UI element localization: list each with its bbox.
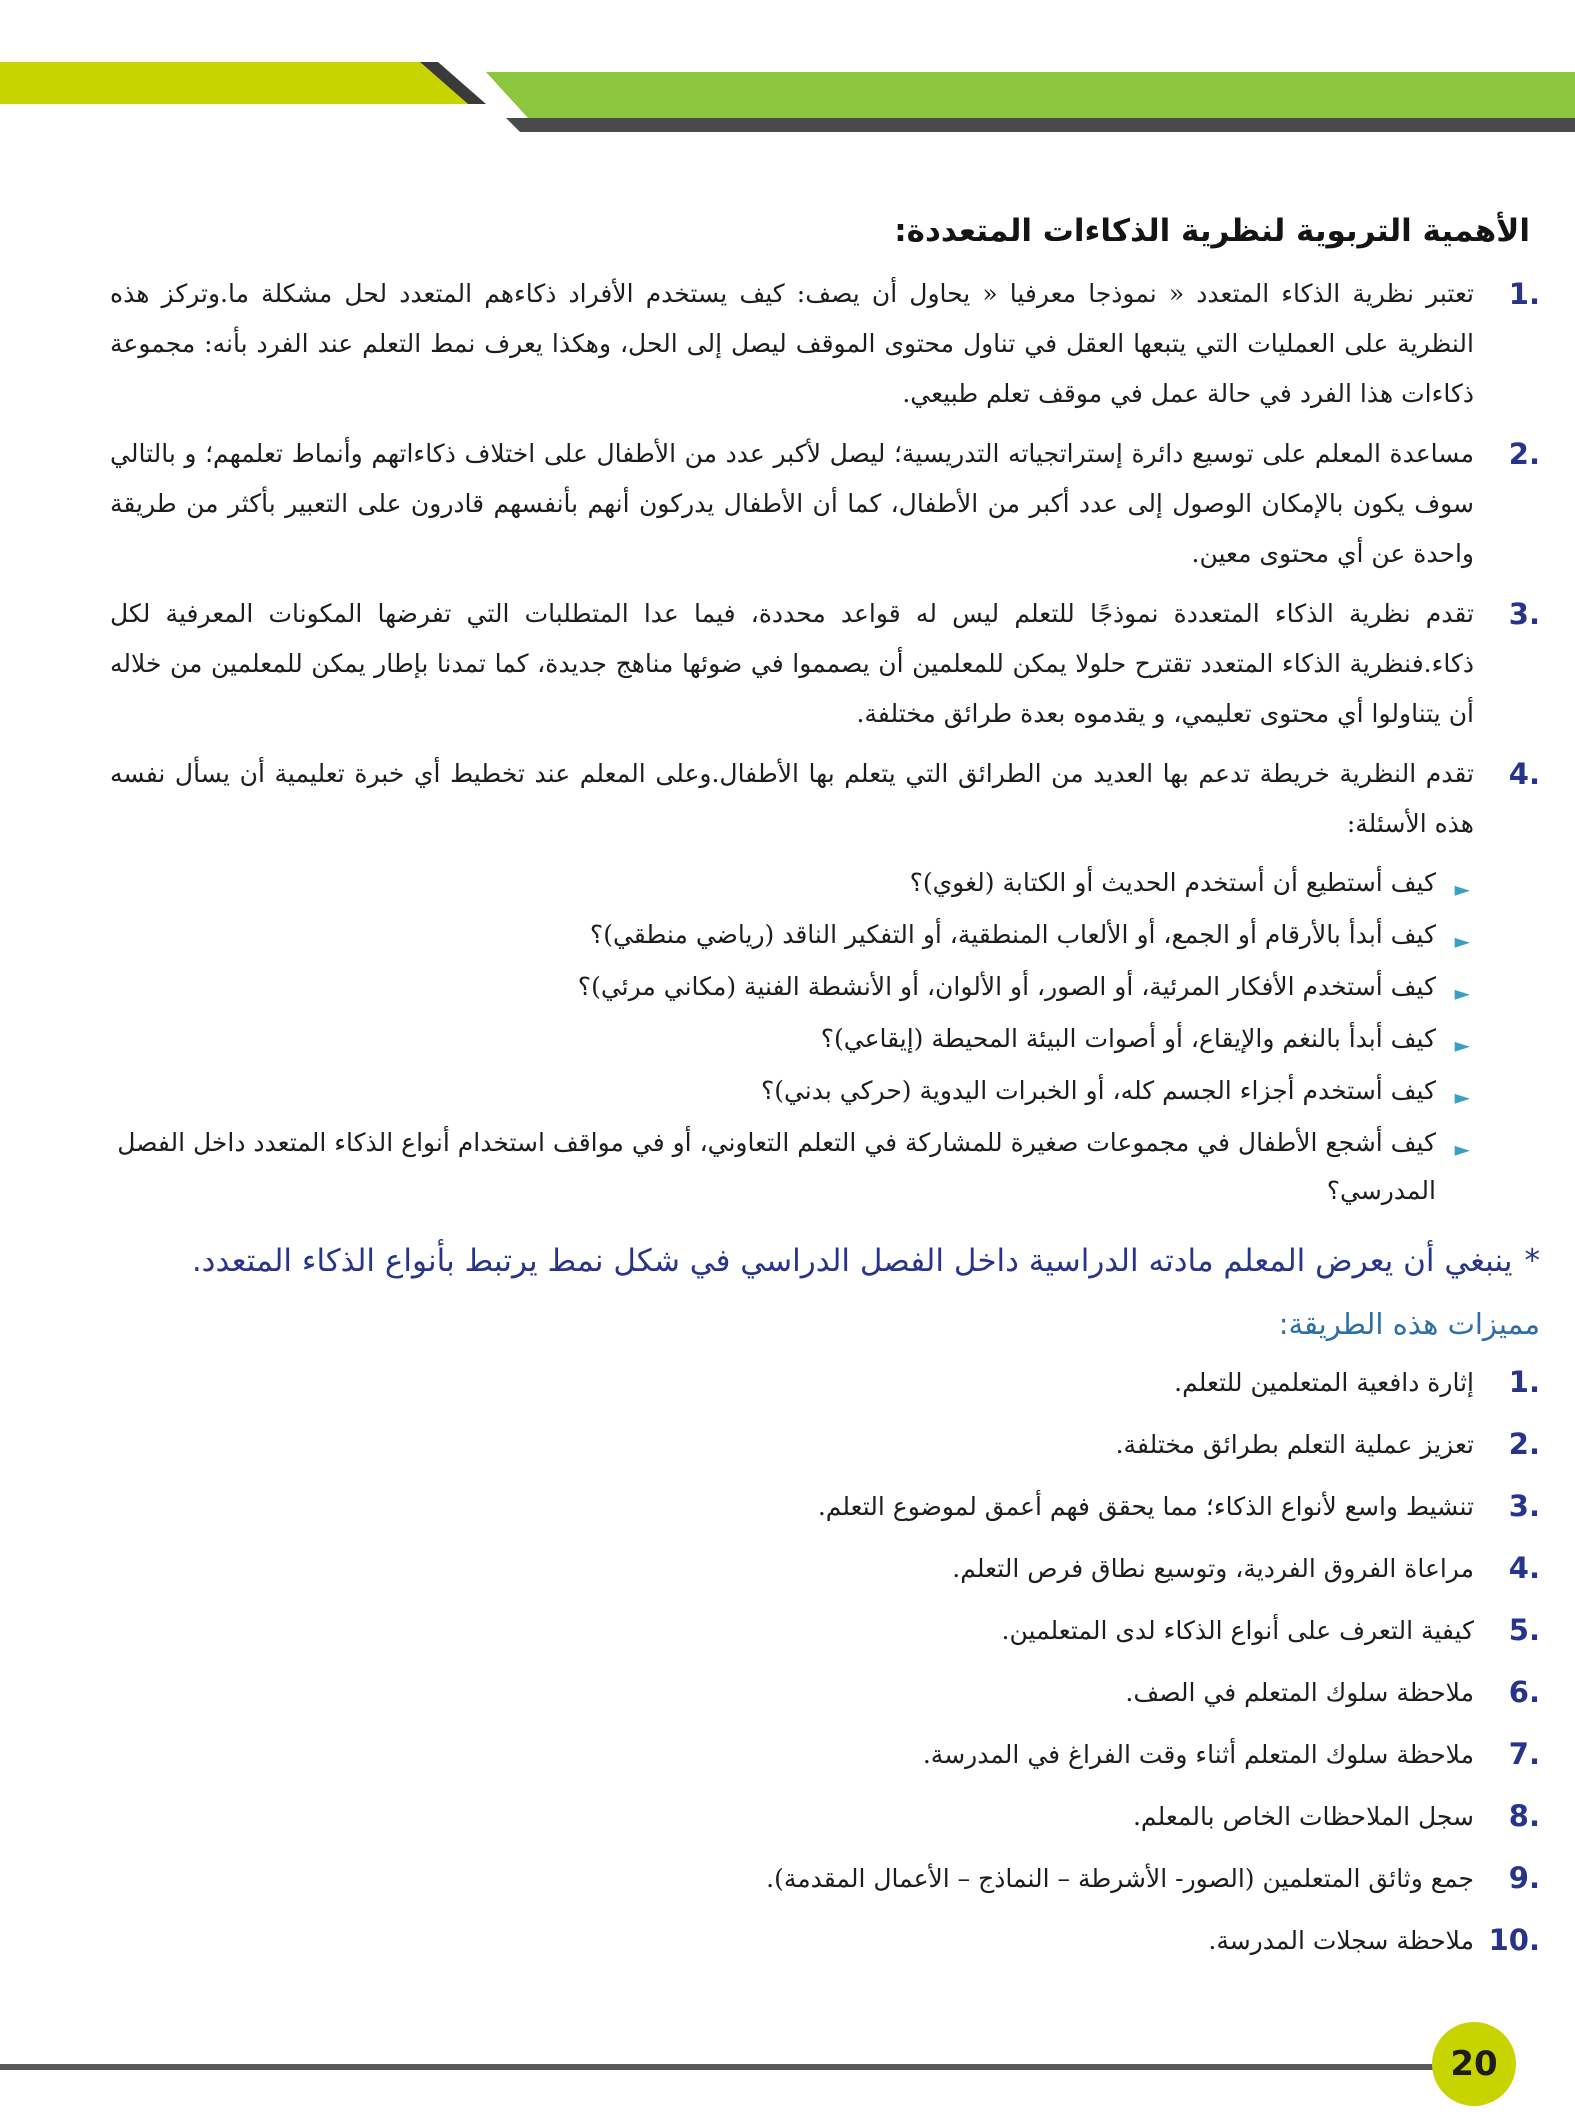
- item-number: 9.: [1508, 1860, 1540, 1895]
- item-number: 4.: [1508, 1550, 1540, 1585]
- note-text: ينبغي أن يعرض المعلم مادته الدراسية داخل الفصل الدراسي في شكل نمط يرتبط بأنواع الذكاء المتعدد.: [191, 1242, 1513, 1279]
- item-number: 7.: [1508, 1736, 1540, 1771]
- feature-item: [110, 1419, 1540, 1471]
- question-item: [110, 963, 1474, 1011]
- top-banner: [0, 0, 1575, 140]
- question-item: [110, 911, 1474, 959]
- question-item: [110, 1015, 1474, 1063]
- bullet-icon: ►: [1454, 1084, 1470, 1109]
- page-content: [110, 208, 1540, 1977]
- bullet-icon: ►: [1454, 1032, 1470, 1057]
- item-text: تنشيط واسع لأنواع الذكاء؛ مما يحقق فهم أعمق لموضوع التعلم.: [817, 1491, 1474, 1521]
- feature-item: [110, 1605, 1540, 1657]
- question-item: [110, 859, 1474, 907]
- item-text: مراعاة الفروق الفردية، وتوسيع نطاق فرص التعلم.: [952, 1553, 1474, 1583]
- item-text: سجل الملاحظات الخاص بالمعلم.: [1132, 1801, 1474, 1831]
- question-text: كيف أبدأ بالنغم والإيقاع، أو أصوات البيئة المحيطة (إيقاعي)؟: [820, 1023, 1436, 1053]
- item-number: 2.: [1508, 436, 1540, 471]
- item-text: تقدم النظرية خريطة تدعم بها العديد من الطرائق التي يتعلم بها الأطفال.وعلى المعلم عند تخطيط أي خبرة تعليمية أن يسأل نفسه هذه الأسئلة:: [110, 758, 1474, 838]
- question-list: [110, 859, 1474, 1215]
- footer-rule: [0, 2064, 1450, 2070]
- question-text: كيف أستخدم الأفكار المرئية، أو الصور، أو الألوان، أو الأنشطة الفنية (مكاني مرئي)؟: [577, 971, 1436, 1001]
- item-number: 1.: [1508, 276, 1540, 311]
- item-text: جمع وثائق المتعلمين (الصور- الأشرطة – النماذج – الأعمال المقدمة).: [766, 1863, 1474, 1893]
- question-item: [110, 1067, 1474, 1115]
- question-item: [110, 1119, 1474, 1215]
- feature-item: [110, 1729, 1540, 1781]
- item-number: 10.: [1488, 1922, 1540, 1957]
- feature-item: [110, 1357, 1540, 1409]
- item-number: 5.: [1508, 1612, 1540, 1647]
- feature-item: [110, 1667, 1540, 1719]
- list-item: [110, 749, 1540, 849]
- bullet-icon: ►: [1454, 928, 1470, 953]
- features-list: [110, 1357, 1540, 1967]
- item-text: ملاحظة سلوك المتعلم في الصف.: [1125, 1677, 1474, 1707]
- feature-item: [110, 1853, 1540, 1905]
- question-text: كيف أستخدم أجزاء الجسم كله، أو الخبرات اليدوية (حركي بدني)؟: [760, 1075, 1436, 1105]
- page-heading: الأهمية التربوية لنظرية الذكاءات المتعددة:: [894, 213, 1530, 249]
- item-number: 4.: [1508, 756, 1540, 791]
- list-item: [110, 429, 1540, 579]
- item-text: ملاحظة سجلات المدرسة.: [1208, 1925, 1474, 1955]
- bullet-icon: ►: [1454, 876, 1470, 901]
- item-text: تعتبر نظرية الذكاء المتعدد « نموذجا معرفيا « يحاول أن يصف: كيف يستخدم الأفراد ذكاءهم المتعدد لحل مشكلة ما.وتركز هذه النظرية على العمليات التي يتبعها العقل في تناول محتوى الموقف ليصل إلى الحل، وهكذا يعرف نمط التعلم عند الفرد بأنه: مجموعة ذكاءات هذا الفرد في حالة عمل في موقف تعلم طبيعي.: [110, 278, 1474, 408]
- feature-item: [110, 1915, 1540, 1967]
- bullet-icon: ►: [1454, 980, 1470, 1005]
- top-banner-shadow: [506, 118, 1575, 132]
- item-number: 8.: [1508, 1798, 1540, 1833]
- item-number: 2.: [1508, 1426, 1540, 1461]
- page-number-badge: 20: [1432, 2022, 1516, 2106]
- list-item: [110, 269, 1540, 419]
- note-star-icon: *: [1524, 1242, 1540, 1279]
- item-number: 1.: [1508, 1364, 1540, 1399]
- feature-item: [110, 1481, 1540, 1533]
- item-text: إثارة دافعية المتعلمين للتعلم.: [1174, 1367, 1474, 1397]
- item-number: 3.: [1508, 1488, 1540, 1523]
- feature-item: [110, 1543, 1540, 1595]
- features-heading: مميزات هذه الطريقة:: [1278, 1306, 1540, 1341]
- item-text: ملاحظة سلوك المتعلم أثناء وقت الفراغ في المدرسة.: [922, 1739, 1474, 1769]
- question-text: كيف أستطيع أن أستخدم الحديث أو الكتابة (لغوي)؟: [909, 867, 1436, 897]
- question-text: كيف أشجع الأطفال في مجموعات صغيرة للمشاركة في التعلم التعاوني، أو في مواقف استخدام أنواع الذكاء المتعدد داخل الفصل المدرسي؟: [117, 1127, 1436, 1205]
- question-text: كيف أبدأ بالأرقام أو الجمع، أو الألعاب المنطقية، أو التفكير الناقد (رياضي منطقي)؟: [589, 919, 1436, 949]
- item-text: كيفية التعرف على أنواع الذكاء لدى المتعلمين.: [1001, 1615, 1474, 1645]
- item-number: 6.: [1508, 1674, 1540, 1709]
- item-text: تعزيز عملية التعلم بطرائق مختلفة.: [1115, 1429, 1474, 1459]
- item-text: مساعدة المعلم على توسيع دائرة إستراتجياته التدريسية؛ ليصل لأكبر عدد من الأطفال على اختلاف ذكاءاتهم وأنماط تعلمهم؛ و بالتالي سوف يكون بالإمكان الوصول إلى عدد أكبر من الأطفال، كما أن الأطفال يدركون أنهم بأنفسهم قادرون على التعبير بأكثر من طريقة واحدة عن أي محتوى معين.: [110, 438, 1474, 568]
- bullet-icon: ►: [1454, 1136, 1470, 1161]
- item-number: 3.: [1508, 596, 1540, 631]
- list-item: [110, 589, 1540, 739]
- top-banner-lime-strip: [0, 62, 468, 104]
- top-banner-green-strip: [486, 72, 1575, 118]
- item-text: تقدم نظرية الذكاء المتعددة نموذجًا للتعلم ليس له قواعد محددة، فيما عدا المتطلبات التي تفرضها المكونات المعرفية لكل ذكاء.فنظرية الذكاء المتعدد تقترح حلولا يمكن للمعلمين أن يصمموا في ضوئها مناهج جديدة، كما تمدنا بإطار يمكن للمعلمين من خلاله أن يتناولوا أي محتوى تعليمي، و يقدموه بعدة طرائق مختلفة.: [110, 598, 1474, 728]
- note: [110, 1231, 1540, 1291]
- feature-item: [110, 1791, 1540, 1843]
